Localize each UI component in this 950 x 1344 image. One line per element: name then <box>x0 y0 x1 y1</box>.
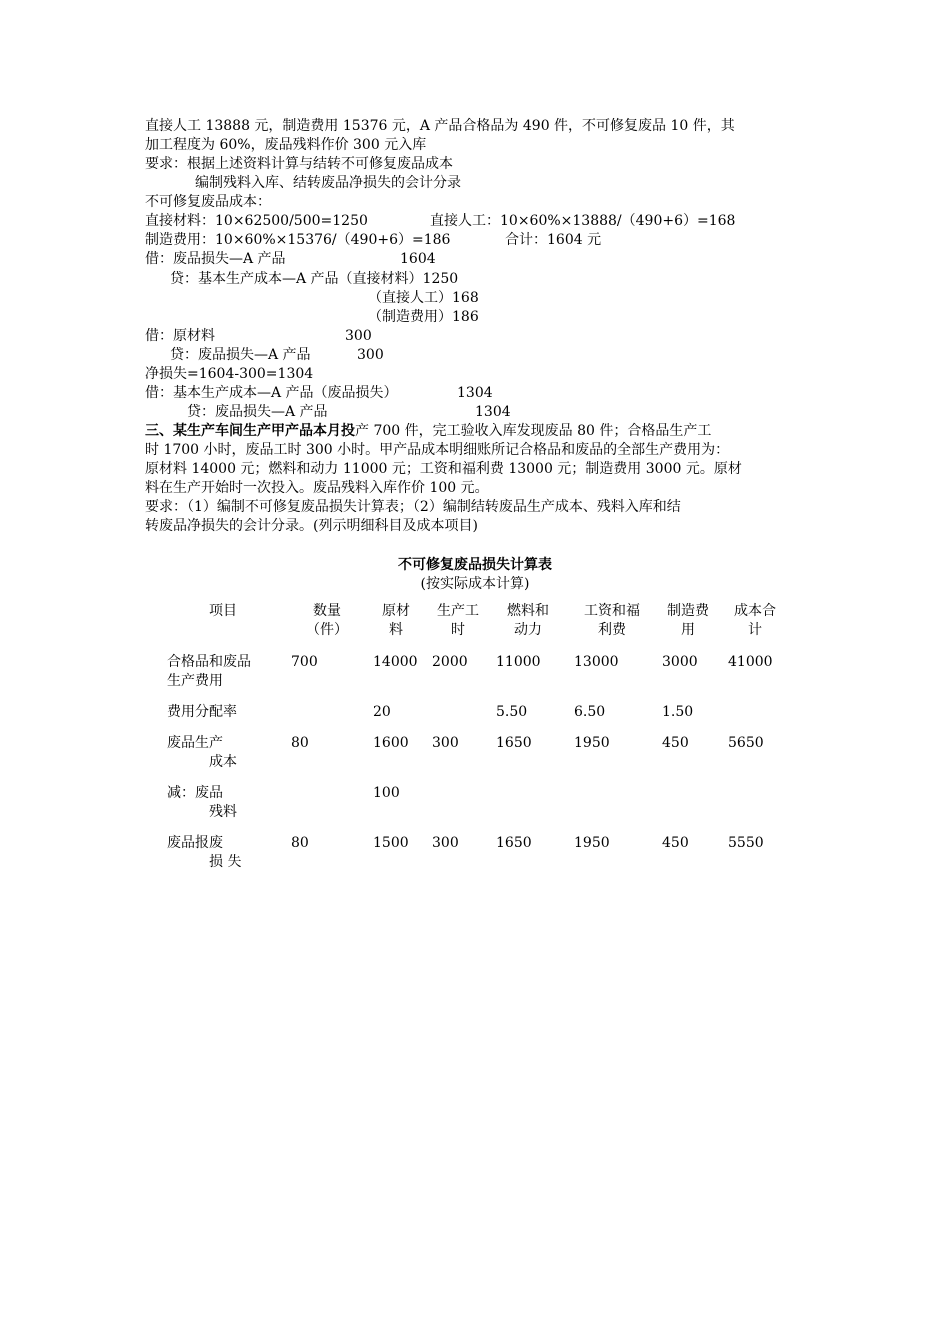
cell-wage: 1950 <box>574 735 610 751</box>
header-material: 原材 料 <box>382 603 410 638</box>
header-total: 成本合 计 <box>734 603 776 638</box>
cell-fuel: 11000 <box>496 654 541 670</box>
text-line: 合计：1604 元 <box>505 232 602 248</box>
cell-total: 5550 <box>728 835 764 851</box>
table-row-label: 废品生产 成本 <box>167 735 237 770</box>
text-line: 编制残料入库、结转废品净损失的会计分录 <box>195 175 461 191</box>
text-line: 时 1700 小时，废品工时 300 小时。甲产品成本明细账所记合格品和废品的全部生产费用为： <box>145 442 730 458</box>
cell-fuel: 1650 <box>496 735 532 751</box>
text-line: 贷：基本生产成本—A 产品（直接材料）1250 <box>170 271 459 287</box>
text-line: 300 <box>345 328 372 344</box>
text-line: （制造费用）186 <box>368 309 479 325</box>
table-row-label: 减：废品 残料 <box>167 785 237 820</box>
text-line: 要求：（1）编制不可修复废品损失计算表；（2）编制结转废品生产成本、残料入库和结 <box>145 499 681 515</box>
cell-wage: 6.50 <box>574 704 606 720</box>
text-line: 净损失=1604-300=1304 <box>145 366 314 382</box>
cell-total: 41000 <box>728 654 773 670</box>
text-line: 1604 <box>400 251 436 267</box>
text-line: 直接人工 13888 元，制造费用 15376 元，A 产品合格品为 490 件，不可修复废品 10 件，其 <box>145 118 735 134</box>
text-line: 1304 <box>475 404 511 420</box>
cell-mfg: 450 <box>662 835 689 851</box>
text-line: 原材料 14000 元；燃料和动力 11000 元；工资和福利费 13000 元；制造费用 3000 元。原材 <box>145 461 742 477</box>
cell-material: 14000 <box>373 654 418 670</box>
text-line: 加工程度为 60%，废品残料作价 300 元入库 <box>145 137 427 153</box>
text-line: 贷：废品损失—A 产品 <box>170 347 311 363</box>
cell-qty: 80 <box>291 735 309 751</box>
cell-material: 20 <box>373 704 391 720</box>
text-line: 借：废品损失—A 产品 <box>145 251 286 267</box>
cell-qty: 700 <box>291 654 318 670</box>
text-line: 贷：废品损失—A 产品 <box>187 404 328 420</box>
cell-mfg: 3000 <box>662 654 698 670</box>
table-row-label: 废品报废 损 失 <box>167 835 242 870</box>
text-line: 不可修复废品成本： <box>145 194 271 210</box>
cell-qty: 80 <box>291 835 309 851</box>
cell-wage: 1950 <box>574 835 610 851</box>
cell-wage: 13000 <box>574 654 619 670</box>
table-subtitle: (按实际成本计算) <box>420 576 530 592</box>
table-title: 不可修复废品损失计算表 <box>398 557 552 573</box>
text-line: 制造费用：10×60%×15376/（490+6）=186 <box>145 232 451 248</box>
text-line: 料在生产开始时一次投入。废品残料入库作价 100 元。 <box>145 480 489 496</box>
cell-material: 100 <box>373 785 400 801</box>
text-line: 直接人工：10×60%×13888/（490+6）=168 <box>430 213 736 229</box>
text-line: （直接人工）168 <box>368 290 479 306</box>
cell-fuel: 5.50 <box>496 704 528 720</box>
problem-three-heading: 三、某生产车间生产甲产品本月投 <box>145 423 355 439</box>
cell-material: 1500 <box>373 835 409 851</box>
cell-hours: 2000 <box>432 654 468 670</box>
cell-material: 1600 <box>373 735 409 751</box>
text-line: 借：原材料 <box>145 328 215 344</box>
header-qty: 数量 （件） <box>306 603 348 638</box>
header-fuel: 燃料和 动力 <box>507 603 549 638</box>
text-line: 转废品净损失的会计分录。(列示明细科目及成本项目) <box>145 518 478 534</box>
cell-fuel: 1650 <box>496 835 532 851</box>
header-mfg: 制造费 用 <box>667 603 709 638</box>
text-line: 1304 <box>457 385 493 401</box>
cell-mfg: 1.50 <box>662 704 694 720</box>
cell-total: 5650 <box>728 735 764 751</box>
table-row-label: 合格品和废品 生产费用 <box>167 654 251 689</box>
header-wage: 工资和福 利费 <box>584 603 640 638</box>
table-row-label: 费用分配率 <box>167 704 237 720</box>
header-hours: 生产工 时 <box>437 603 479 638</box>
header-item: 项目 <box>209 603 237 619</box>
text-line: 借：基本生产成本—A 产品（废品损失） <box>145 385 398 401</box>
cell-mfg: 450 <box>662 735 689 751</box>
cell-hours: 300 <box>432 735 459 751</box>
text-line: 要求：根据上述资料计算与结转不可修复废品成本 <box>145 156 453 172</box>
text-line: 直接材料：10×62500/500=1250 <box>145 213 368 229</box>
text-span: 产 700 件，完工验收入库发现废品 80 件；合格品生产工 <box>355 423 712 439</box>
problem-three-line <box>145 422 711 441</box>
text-line: 300 <box>357 347 384 363</box>
cell-hours: 300 <box>432 835 459 851</box>
